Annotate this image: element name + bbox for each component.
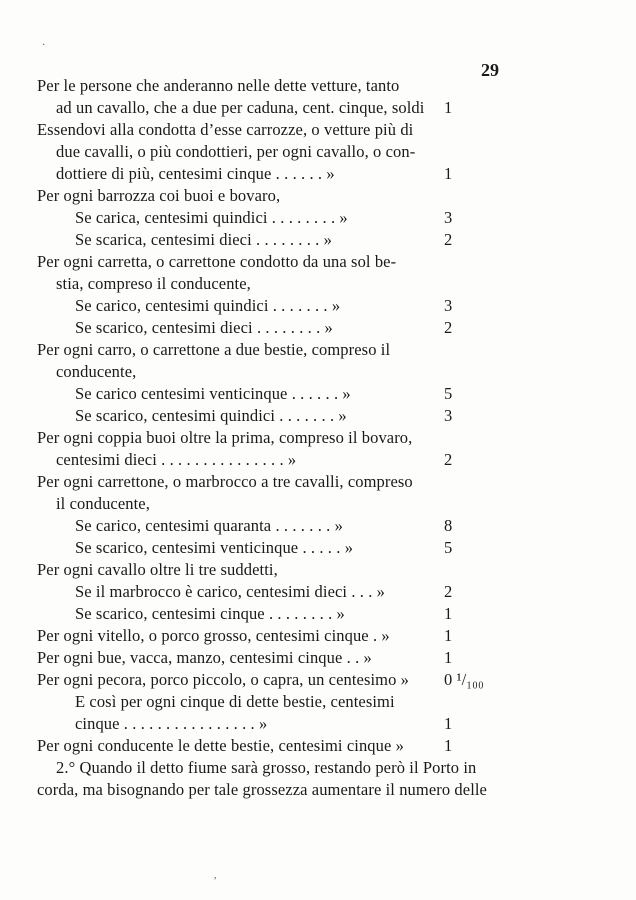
line-text: Per ogni bue, vacca, manzo, centesimi cinque . . » — [37, 648, 372, 667]
text-line — [0, 670, 636, 692]
amount-value: 0 ¹/₁₀₀ — [444, 670, 484, 689]
text-line — [0, 76, 636, 98]
text-line — [0, 472, 636, 494]
line-text: Se scarico, centesimi cinque . . . . . . . . » — [75, 604, 345, 623]
line-text: Per ogni coppia buoi oltre la prima, compreso il bovaro, — [37, 428, 413, 447]
line-text: Per ogni carro, o carrettone a due bestie, compreso il — [37, 340, 391, 359]
line-text: Per ogni conducente le dette bestie, centesimi cinque » — [37, 736, 405, 755]
amount-value: 1 — [444, 648, 453, 667]
speck-mark: , — [214, 870, 217, 881]
line-text: Essendovi alla condotta d’esse carrozze, o vetture più di — [37, 120, 414, 139]
text-line — [0, 230, 636, 252]
text-line — [0, 758, 636, 780]
text-line — [0, 428, 636, 450]
amount-value: 3 — [444, 208, 453, 227]
line-text: Per ogni cavallo oltre li tre suddetti, — [37, 560, 278, 579]
line-text: Se carico, centesimi quaranta . . . . . . . » — [75, 516, 343, 535]
amount-value: 3 — [444, 406, 453, 425]
amount-value: 5 — [444, 538, 453, 557]
text-line — [0, 318, 636, 340]
amount-value: 1 — [444, 98, 453, 117]
line-text: Per ogni pecora, porco piccolo, o capra, un centesimo » — [37, 670, 410, 689]
text-line — [0, 648, 636, 670]
text-line — [0, 274, 636, 296]
line-text: conducente, — [56, 362, 137, 381]
amount-value: 2 — [444, 230, 453, 249]
text-line — [0, 186, 636, 208]
line-text: corda, ma bisognando per tale grossezza aumentare il numero delle — [37, 780, 487, 799]
text-line — [0, 340, 636, 362]
text-line — [0, 582, 636, 604]
line-text: ad un cavallo, che a due per caduna, cent. cinque, soldi — [56, 98, 425, 117]
amount-value: 1 — [444, 604, 453, 623]
text-line — [0, 120, 636, 142]
amount-value: 8 — [444, 516, 453, 535]
amount-value: 2 — [444, 450, 453, 469]
page-number: 29 — [481, 60, 499, 80]
line-text: cinque . . . . . . . . . . . . . . . . » — [75, 714, 268, 733]
text-line — [0, 208, 636, 230]
line-text: Se carico centesimi venticinque . . . . . . » — [75, 384, 351, 403]
line-text: Per ogni vitello, o porco grosso, centesimi cinque . » — [37, 626, 390, 645]
line-text: Se scarico, centesimi venticinque . . . . . » — [75, 538, 354, 557]
text-line — [0, 450, 636, 472]
text-line — [0, 780, 636, 802]
line-text: due cavalli, o più condottieri, per ogni cavallo, o con- — [56, 142, 416, 161]
speck-mark: · — [42, 40, 46, 51]
amount-value: 1 — [444, 626, 453, 645]
amount-value: 2 — [444, 318, 453, 337]
line-text: il conducente, — [56, 494, 150, 513]
amount-value: 3 — [444, 296, 453, 315]
text-line — [0, 252, 636, 274]
amount-value: 1 — [444, 736, 453, 755]
line-text: Per ogni carrettone, o marbrocco a tre cavalli, compreso — [37, 472, 413, 491]
line-text: Per ogni barrozza coi buoi e bovaro, — [37, 186, 281, 205]
text-line — [0, 516, 636, 538]
text-line — [0, 362, 636, 384]
line-text: 2.° Quando il detto fiume sarà grosso, restando però il Porto in — [56, 758, 477, 777]
text-line — [0, 384, 636, 406]
line-text: dottiere di più, centesimi cinque . . . . . . » — [56, 164, 335, 183]
text-line — [0, 296, 636, 318]
line-text: Per ogni carretta, o carrettone condotto da una sol be- — [37, 252, 397, 271]
amount-value: 1 — [444, 164, 453, 183]
text-line — [0, 494, 636, 516]
amount-value: 1 — [444, 714, 453, 733]
text-line — [0, 538, 636, 560]
line-text: E così per ogni cinque di dette bestie, centesimi — [75, 692, 395, 711]
text-line — [0, 142, 636, 164]
amount-value: 5 — [444, 384, 453, 403]
line-text: Se scarico, centesimi quindici . . . . . . . » — [75, 406, 347, 425]
amount-value: 2 — [444, 582, 453, 601]
text-line — [0, 626, 636, 648]
line-text: Se scarica, centesimi dieci . . . . . . . . » — [75, 230, 332, 249]
text-line — [0, 164, 636, 186]
text-line — [0, 736, 636, 758]
text-line — [0, 714, 636, 736]
text-line — [0, 604, 636, 626]
line-text: centesimi dieci . . . . . . . . . . . . . . . » — [56, 450, 297, 469]
text-line — [0, 98, 636, 120]
text-line — [0, 406, 636, 428]
line-text: stia, compreso il conducente, — [56, 274, 251, 293]
line-text: Se carica, centesimi quindici . . . . . . . . » — [75, 208, 348, 227]
line-text: Se carico, centesimi quindici . . . . . . . » — [75, 296, 341, 315]
line-text: Se scarico, centesimi dieci . . . . . . . . » — [75, 318, 333, 337]
text-line — [0, 692, 636, 714]
line-text: Se il marbrocco è carico, centesimi dieci . . . » — [75, 582, 386, 601]
text-line — [0, 560, 636, 582]
line-text: Per le persone che anderanno nelle dette vetture, tanto — [37, 76, 400, 95]
